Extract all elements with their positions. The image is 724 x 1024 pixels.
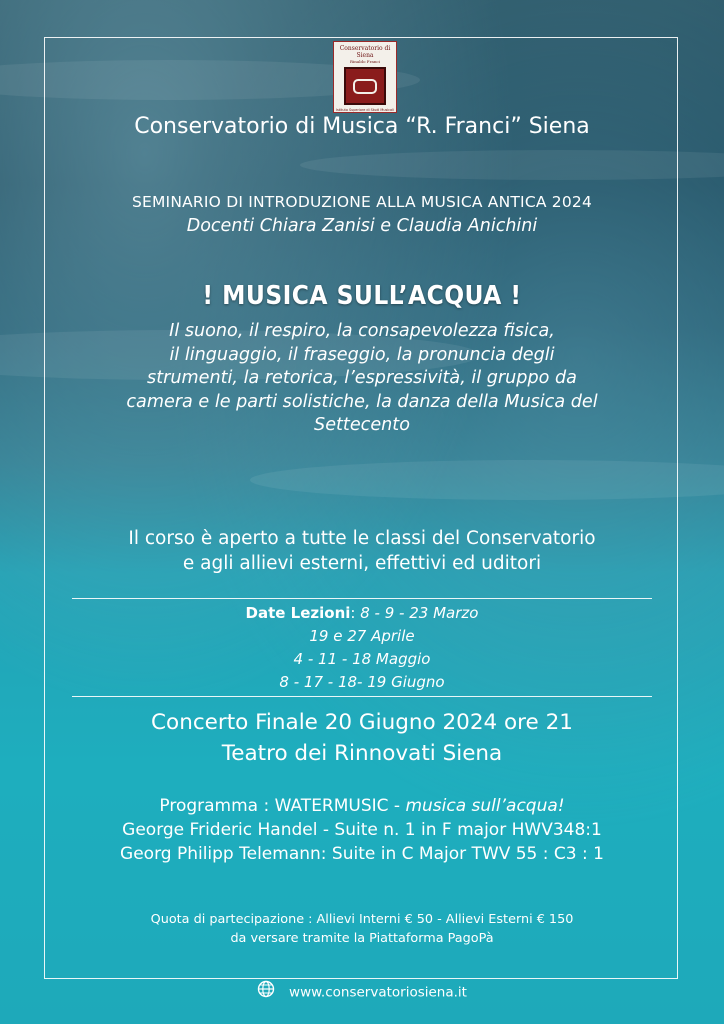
logo-subtitle: Rinaldo Franci xyxy=(350,59,380,64)
description-line: strumenti, la retorica, l’espressività, il gruppo da xyxy=(147,368,577,388)
divider xyxy=(72,696,652,697)
final-concert xyxy=(60,707,664,769)
program-piece: Georg Philipp Telemann: Suite in C Major TWV 55 : C3 : 1 xyxy=(120,844,604,864)
dates-april: 19 e 27 Aprile xyxy=(309,627,415,645)
description-line: Il suono, il respiro, la consapevolezza fisica, xyxy=(169,321,555,341)
website-link[interactable]: www.conservatoriosiena.it xyxy=(289,984,467,1001)
description xyxy=(60,320,664,438)
logo-title: Conservatorio di Siena xyxy=(339,45,391,59)
dates-june: 8 - 17 - 18- 19 Giugno xyxy=(279,673,445,691)
globe-icon xyxy=(257,980,275,1002)
page-title: Conservatorio di Musica “R. Franci” Siena xyxy=(134,114,590,139)
website xyxy=(0,983,724,1002)
concert-date: Concerto Finale 20 Giugno 2024 ore 21 xyxy=(151,710,573,735)
fee-line: da versare tramite la Piattaforma PagoPà xyxy=(230,931,494,946)
description-line: il linguaggio, il fraseggio, la pronuncia degli xyxy=(169,344,555,365)
program-prefix: Programma : WATERMUSIC - xyxy=(159,796,406,816)
headline: ! MUSICA SULL’ACQUA ! xyxy=(202,281,522,311)
concert-venue: Teatro dei Rinnovati Siena xyxy=(221,741,503,766)
open-course-info xyxy=(60,526,664,576)
fee-line: Quota di partecipazione : Allievi Interni € 50 - Allievi Esterni € 150 xyxy=(150,912,574,927)
divider xyxy=(72,598,652,599)
conservatory-logo xyxy=(333,41,397,113)
description-line: camera e le parti solistiche, la danza della Musica del xyxy=(126,391,598,412)
program xyxy=(60,794,664,866)
program-piece: George Frideric Handel - Suite n. 1 in F major HWV348:1 xyxy=(122,820,602,840)
seminar-title: SEMINARIO DI INTRODUZIONE ALLA MUSICA ANTICA 2024 xyxy=(131,193,593,211)
dates-march: 8 - 9 - 23 Marzo xyxy=(360,604,479,622)
description-line: Settecento xyxy=(314,415,410,435)
logo-emblem xyxy=(344,67,386,105)
lesson-dates xyxy=(60,602,664,694)
dates-may: 4 - 11 - 18 Maggio xyxy=(293,650,431,668)
dates-separator: : xyxy=(350,604,361,622)
teachers: Docenti Chiara Zanisi e Claudia Anichini xyxy=(186,216,538,236)
program-subtitle: musica sull’acqua! xyxy=(405,796,565,816)
logo-caption: Istituto Superiore di Studi Musicali xyxy=(335,108,394,112)
participation-fee xyxy=(60,910,664,948)
open-course-line: e agli allievi esterni, effettivi ed uditori xyxy=(182,553,542,574)
dates-label: Date Lezioni xyxy=(245,604,351,622)
open-course-line: Il corso è aperto a tutte le classi del Conservatorio xyxy=(128,528,596,549)
